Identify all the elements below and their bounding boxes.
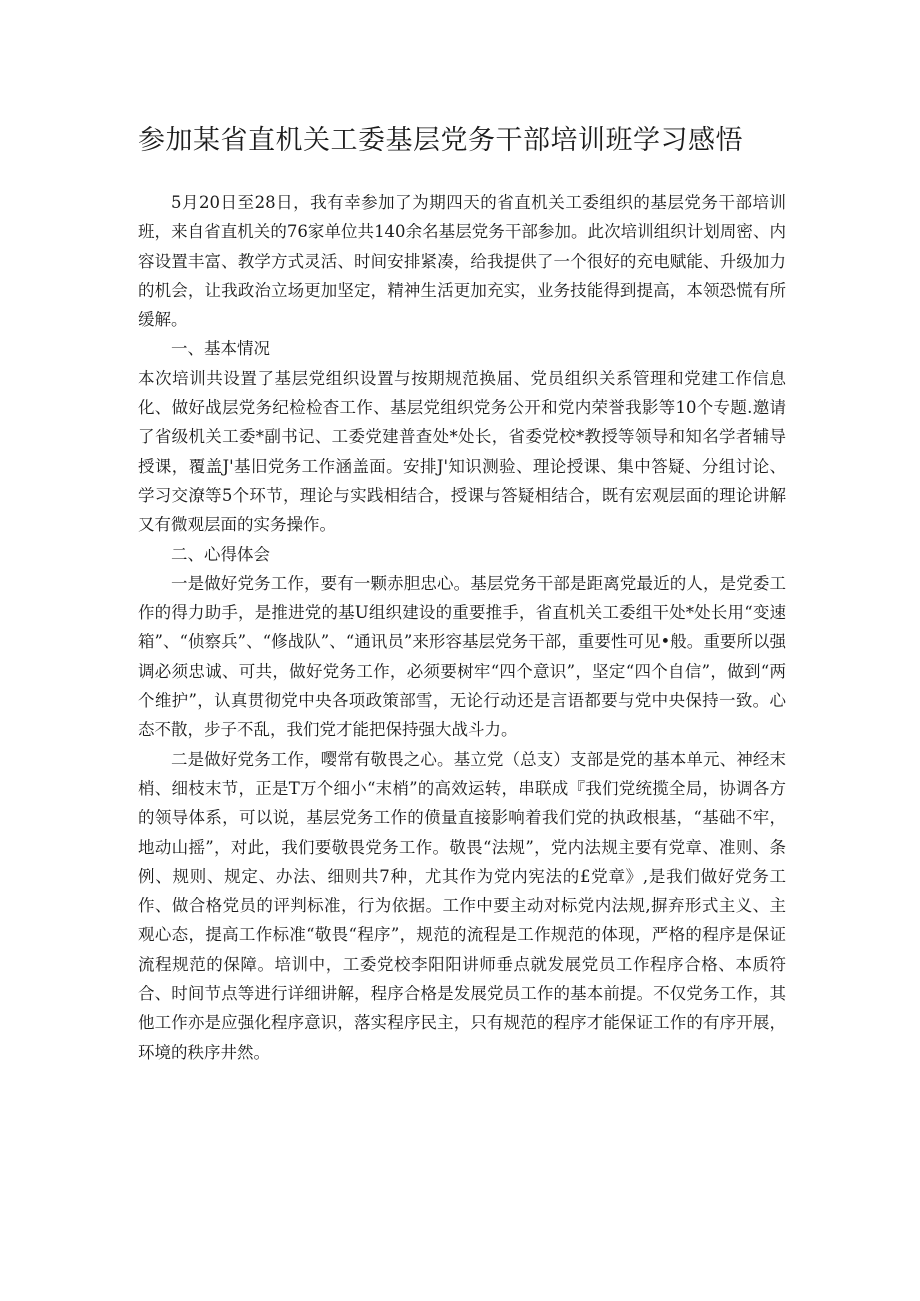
reflection-paragraph-loyalty: 一是做好党务工作，要有一颗赤胆忠心。基层党务干部是距离党最近的人，是党委工作的得力助手，是推进党的基U组织建设的重要推手，省直机关工委组干处*处长用“变速箱”、“侦察兵”、“修战队”、“通讯员”来形容基层党务干部，重要性可见•般。重要所以强调必须忠诚、可共，做好党务工作，必须要树牢“四个意识”，坚定“四个自信”，做到“两个维护”，认真贯彻党中央各项政策部雪，无论行动还是言语都要与党中央保持一致。心态不散，步子不乱，我们党才能把保持强大战斗力。	[138, 573, 786, 740]
section-heading-reflections: 二、心得体会	[171, 544, 270, 564]
intro-paragraph: 5月20日至28日，我有幸参加了为期四天的省直机关工委组织的基层党务干部培训班，来自省直机关的76家单位共140余名基层党务干部参加。此次培训组织计划周密、内容设置丰富、教学方式灵活、时间安排紧凑，给我提供了一个很好的充电赋能、升级加力的机会，让我政治立场更加坚定，精神生活更加充实，业务技能得到提高，本领恐慌有所缓解。	[138, 193, 786, 330]
document-title: 参加某省直机关工委基层党务干部培训班学习感悟	[138, 125, 743, 156]
document-body	[138, 188, 786, 1067]
section-heading-basic-info: 一、基本情况	[171, 339, 270, 359]
reflection-paragraph-reverence: 二是做好党务工作，嘤常有敬畏之心。基立党（总支）支部是党的基本单元、神经末梢、细枝末节，正是T万个细小“末梢”的高效运转，串联成『我们党统揽全局，协调各方的领导体系，可以说，基层党务工作的偾量直接影响着我们党的执政根基，“基础不牢，地动山摇”，对此，我们要敬畏党务工作。敬畏“法规”，党内法规主要有党章、准则、条例、规则、规定、办法、细则共7种，尤其作为党内宪法的£党章》,是我们做好党务工作、做合格党员的评判标准，行为依据。工作中要主动对标党内法规,摒弃形式主义、主观心态，提高工作标准“敬畏“程序”，规范的流程是工作规范的体现，严格的程序是保证流程规范的保障。培训中，工委党校李阳阳讲师垂点就发展党员工作程序合格、本质符合、时间节点等进行详细讲解，程序合格是发展党员工作的基本前提。不仅党务工作，其他工作亦是应强化程序意识，落实程序民主，只有规范的程序才能保证工作的有序开展，环境的秩序井然。	[138, 749, 786, 1062]
basic-info-paragraph: 本次培训共设置了基层党组织设置与按期规范换届、党员组织关系管理和党建工作信息化、做好战层党务纪检检杳工作、基层党组织党务公开和党内荣誉我影等10个专题.邀请了省级机关工委*副书记、工委党建普查处*处长，省委党校*教授等领导和知名学者辅导授课，覆盖J'基旧党务工作涵盖面。安排J'知识测验、理论授课、集中答疑、分组讨论、学习交潦等5个环节，理论与实践相结合，授课与答疑相结合，既有宏观层面的理论讲解又有微观层面的实务操作。	[138, 368, 786, 535]
